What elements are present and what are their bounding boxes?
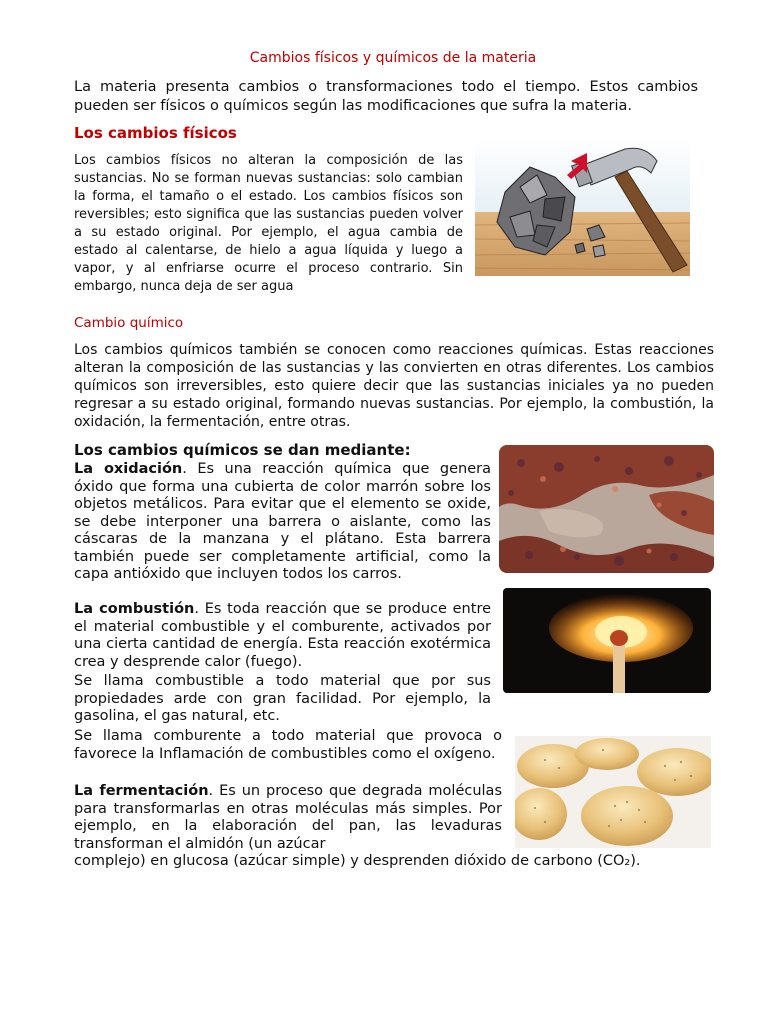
heading-cambios-fisicos: Los cambios físicos <box>74 124 237 142</box>
page-title: Cambios físicos y químicos de la materia <box>249 50 537 66</box>
paragraph-combustible: Se llama combustible a todo material que por sus propiedades arde con gran facilidad. Por ejemplo, la gasolina, el gas natural, etc. <box>74 673 491 724</box>
term-oxidacion: La oxidación <box>74 461 183 477</box>
term-fermentacion: La fermentación <box>74 783 209 799</box>
paragraph-cambios-fisicos: Los cambios físicos no alteran la composición de las sustancias. No se forman nuevas sustancias: solo cambian la forma, el tamaño o el estado. Los cambios físicos son reversibles; esto significa que las sustancias pueden volver a su estado original. Por ejemplo, el agua cambia de estado al calentarse, de hielo a agua líquida y luego a vapor, y al enfriarse ocurre el proceso contrario. Sin embargo, nunca deja de ser agua <box>74 153 463 294</box>
paragraph-cambio-quimico: Los cambios químicos también se conocen como reacciones químicas. Estas reacciones alteran la composición de las sustancias y las convierten en otras diferentes. Los cambios químicos son irreversibles, esto quiere decir que las sustancias iniciales ya no pueden regresar a su estado original, formando nuevas sustancias. Por ejemplo, la combustión, la oxidación, la fermentación, entre otras. <box>74 342 714 430</box>
rust-image <box>499 445 714 573</box>
heading-cambio-quimico: Cambio químico <box>74 315 184 331</box>
match-flame-image <box>503 588 711 693</box>
paragraph-fermentacion: La fermentación. Es un proceso que degrada moléculas para transformarlas en otras moléculas más simples. Por ejemplo, en la elaboración del pan, las levaduras transforman el almidón (un azúcar complejo) en glucosa (azúcar simple) y desprenden dióxido de carbono (CO₂). <box>74 783 641 869</box>
hammer-rock-image <box>475 137 690 276</box>
term-combustion: La combustión <box>74 601 195 617</box>
paragraph-combustion: La combustión. Es toda reacción que se produce entre el material combustible y el comburente, activados por una cierta cantidad de energía. Esta reacción exotérmica crea y desprende calor (fuego). <box>74 601 492 670</box>
paragraph-oxidacion: La oxidación. Es una reacción química que genera óxido que forma una cubierta de color marrón sobre los objetos metálicos. Para evitar que el elemento se oxide, se debe interponer una barrera o aislante, como las cáscaras de la manzana y el plátano. Esta barrera también puede ser completamente artificial, como la capa antióxido que incluyen todos los carros. <box>74 461 492 582</box>
paragraph-comburente: Se llama comburente a todo material que provoca o favorece la Inflamación de combustibles como el oxígeno. <box>74 728 502 762</box>
heading-mediante: Los cambios químicos se dan mediante: <box>74 441 411 459</box>
intro-paragraph: La materia presenta cambios o transformaciones todo el tiempo. Estos cambios pueden ser físicos o químicos según las modificaciones que sufra la materia. <box>74 79 698 114</box>
